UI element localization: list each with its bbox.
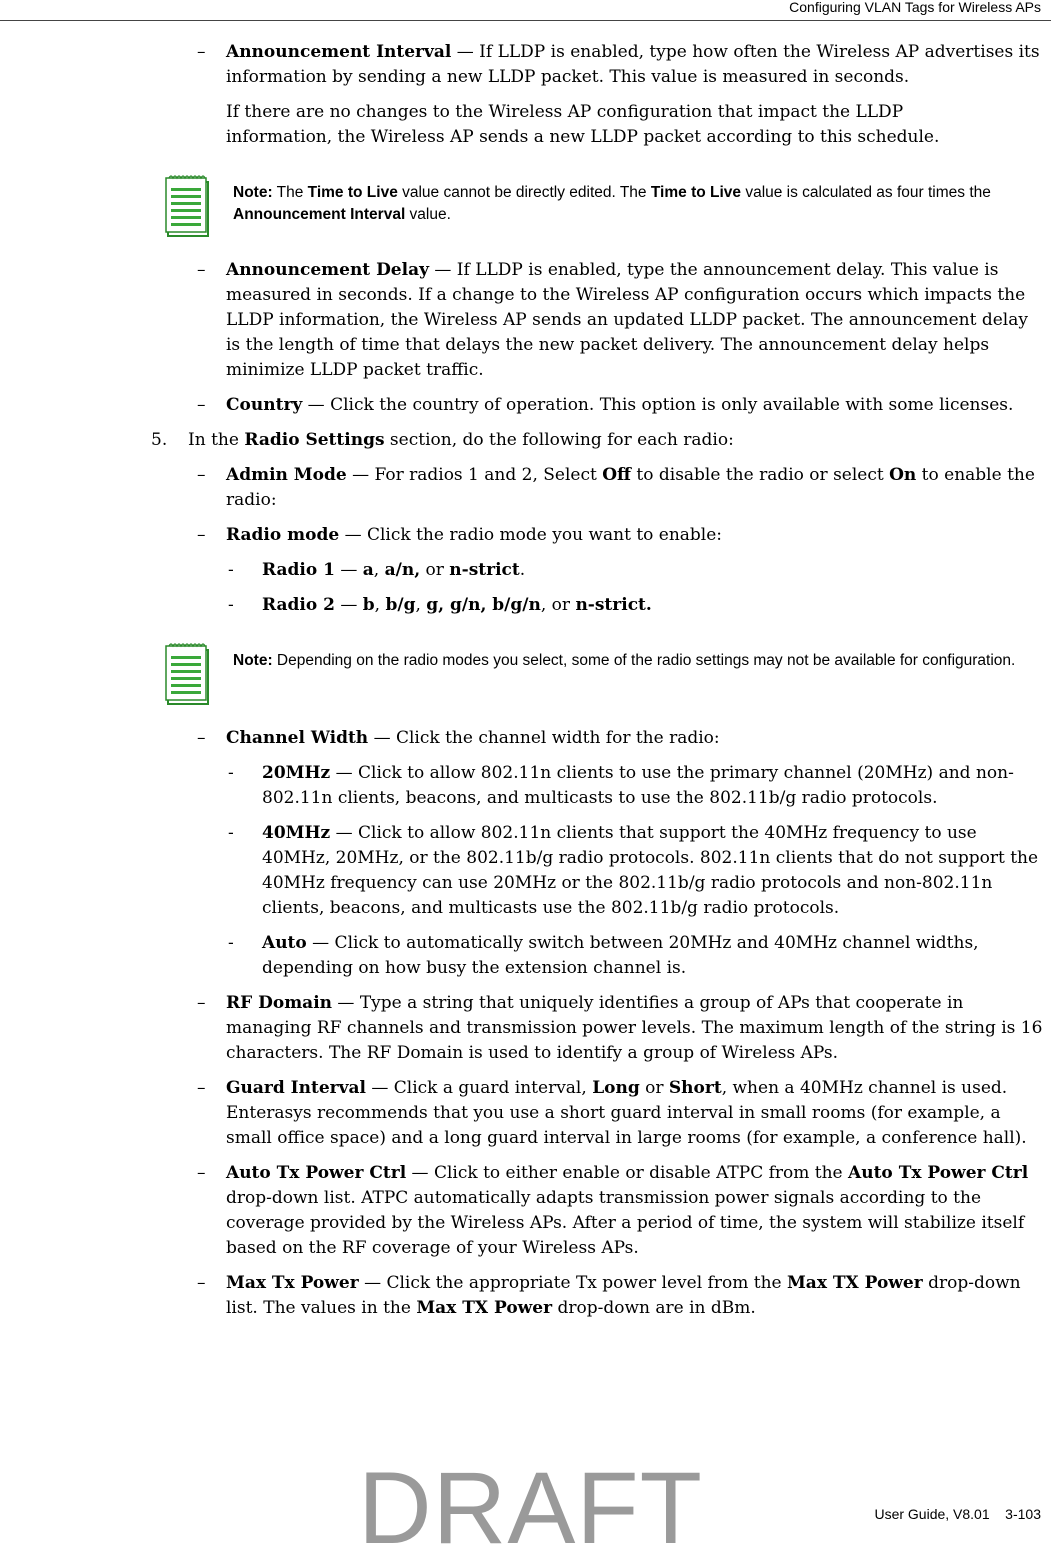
guard-interval-label: Guard Interval <box>226 1078 366 1098</box>
step-5 <box>0 428 1051 453</box>
announcement-delay-item <box>0 258 1051 383</box>
announcement-interval-label: Announcement Interval <box>226 42 452 62</box>
channel-width-text: — Click the channel width for the radio: <box>368 728 720 748</box>
rf-domain-label: RF Domain <box>226 993 333 1013</box>
note-bold-term: Announcement Interval <box>233 206 406 223</box>
channel-width-item <box>0 726 1051 751</box>
radio-1-mode: n-strict <box>449 560 520 580</box>
admin-mode-on: On <box>889 465 917 485</box>
rf-domain-text: — Type a string that uniquely identifies a group of APs that cooperate in managing RF channels and transmission power levels. The maximum length of the string is 16 characters. The RF Domain is used to identify a group of Wireless APs. <box>226 993 1043 1063</box>
admin-mode-text: to enable the radio: <box>226 465 1035 510</box>
note-bold-term: Time to Live <box>650 184 742 201</box>
radio-1-text: — <box>334 560 363 580</box>
note-text <box>233 182 1047 226</box>
country-label: Country <box>226 395 303 415</box>
radio-2-mode: n-strict. <box>575 595 652 615</box>
radio-1-text: , <box>373 560 385 580</box>
max-tx-power-text: drop-down are in dBm. <box>552 1298 756 1318</box>
announcement-delay-label: Announcement Delay <box>226 260 429 280</box>
radio-1-item <box>0 558 1051 583</box>
guard-interval-short: Short <box>668 1078 722 1098</box>
max-tx-power-text: — Click the appropriate Tx power level from the <box>358 1273 787 1293</box>
radio-mode-text: — Click the radio mode you want to enable: <box>339 525 723 545</box>
radio-2-text: , <box>374 595 386 615</box>
admin-mode-text: to disable the radio or select <box>631 465 890 485</box>
note-text <box>233 650 1047 672</box>
country-item <box>0 393 1051 418</box>
note-text-part: value cannot be directly edited. The <box>397 184 651 201</box>
channel-20mhz-item <box>0 761 1051 811</box>
channel-40mhz-text: — Click to allow 802.11n clients that support the 40MHz frequency to use 40MHz, 20MHz, or the 802.11b/g radio protocols. 802.11n clients that do not support the 40MHz frequency can use 20MHz or the 802.11b/g radio protocols and non-802.11n clients, beacons, and multicasts use the 802.11b/g radio protocols. <box>262 823 1039 918</box>
channel-40mhz-item <box>0 821 1051 921</box>
note-icon <box>165 642 211 706</box>
note-text-part: value is calculated as four times the <box>741 184 991 201</box>
radio-2-mode: b <box>362 595 375 615</box>
announcement-interval-detail: If there are no changes to the Wireless AP configuration that impact the LLDP information, the Wireless AP sends a new LLDP packet according to this schedule. <box>226 102 940 147</box>
step-text: In the <box>188 430 245 450</box>
radio-2-mode: g, g/n, b/g/n <box>426 595 541 615</box>
radio-2-text: — <box>334 595 363 615</box>
max-tx-power-term: Max TX Power <box>786 1273 923 1293</box>
admin-mode-item <box>0 463 1051 513</box>
max-tx-power-item <box>0 1271 1051 1321</box>
admin-mode-off: Off <box>602 465 631 485</box>
channel-20mhz-label: 20MHz <box>262 763 331 783</box>
radio-1-mode: a <box>362 560 374 580</box>
announcement-interval-text: — If LLDP is enabled, type how often the Wireless AP advertises its information by sending a new LLDP packet. This value is measured in seconds. <box>226 42 1040 87</box>
page-content <box>0 40 1051 1331</box>
note-bold-term: Time to Live <box>307 184 398 201</box>
draft-watermark: DRAFT <box>358 1451 703 1565</box>
max-tx-power-text: drop-down list. The values in the <box>226 1273 1021 1318</box>
guard-interval-item <box>0 1076 1051 1151</box>
note-label: Note: <box>233 652 273 669</box>
guard-interval-text: — Click a guard interval, <box>365 1078 593 1098</box>
note-label: Note: <box>233 184 273 201</box>
channel-auto-item <box>0 931 1051 981</box>
max-tx-power-term: Max TX Power <box>416 1298 553 1318</box>
channel-auto-label: Auto <box>262 933 307 953</box>
auto-tx-power-term: Auto Tx Power Ctrl <box>848 1163 1029 1183</box>
auto-tx-power-item <box>0 1161 1051 1261</box>
channel-auto-text: — Click to automatically switch between 20MHz and 40MHz channel widths, depending on how busy the extension channel is. <box>262 933 979 978</box>
channel-40mhz-label: 40MHz <box>262 823 331 843</box>
note-time-to-live <box>0 174 1051 238</box>
note-text-part: The <box>272 184 308 201</box>
radio-2-label: Radio 2 <box>262 595 335 615</box>
step-number: 5. <box>151 430 168 450</box>
max-tx-power-label: Max Tx Power <box>226 1273 359 1293</box>
note-text-part: Depending on the radio modes you select, some of the radio settings may not be available for configuration. <box>272 652 1016 669</box>
header-rule <box>0 20 1051 21</box>
radio-mode-label: Radio mode <box>226 525 340 545</box>
note-icon <box>165 174 211 238</box>
announcement-interval-item <box>0 40 1051 90</box>
rf-domain-item <box>0 991 1051 1066</box>
auto-tx-power-text: drop-down list. ATPC automatically adapts transmission power signals according to the coverage provided by the Wireless APs. After a period of time, the system will stabilize itself based on the RF coverage of your Wireless APs. <box>226 1188 1025 1258</box>
admin-mode-label: Admin Mode <box>226 465 347 485</box>
step-text: section, do the following for each radio: <box>384 430 734 450</box>
radio-1-label: Radio 1 <box>262 560 335 580</box>
country-text: — Click the country of operation. This option is only available with some licenses. <box>302 395 1014 415</box>
guard-interval-text: , when a 40MHz channel is used. Enterasys recommends that you use a short guard interval in small rooms (for example, a small office space) and a long guard interval in large rooms (for example, a conference hall). <box>226 1078 1027 1148</box>
radio-1-text: . <box>519 560 526 580</box>
radio-1-text: or <box>420 560 450 580</box>
radio-2-item <box>0 593 1051 618</box>
radio-1-mode: a/n, <box>384 560 421 580</box>
radio-2-mode: b/g <box>385 595 416 615</box>
guard-interval-text: or <box>639 1078 669 1098</box>
auto-tx-power-label: Auto Tx Power Ctrl <box>226 1163 407 1183</box>
channel-width-label: Channel Width <box>226 728 369 748</box>
note-radio-modes <box>0 642 1051 706</box>
page-footer: User Guide, V8.01 3-103 <box>874 1506 1041 1522</box>
channel-20mhz-text: — Click to allow 802.11n clients to use the primary channel (20MHz) and non-802.11n clients, beacons, and multicasts to use the 802.11b/g radio protocols. <box>262 763 1014 808</box>
radio-2-text: , <box>415 595 427 615</box>
running-header: Configuring VLAN Tags for Wireless APs <box>789 0 1041 15</box>
auto-tx-power-text: — Click to either enable or disable ATPC from the <box>406 1163 849 1183</box>
admin-mode-text: — For radios 1 and 2, Select <box>346 465 603 485</box>
announcement-delay-text: — If LLDP is enabled, type the announcement delay. This value is measured in seconds. If a change to the Wireless AP configuration occurs which impacts the LLDP information, the Wireless AP sends an updated LLDP packet. The announcement delay is the length of time that delays the new packet delivery. The announcement delay helps minimize LLDP packet traffic. <box>226 260 1028 380</box>
step-bold-term: Radio Settings <box>244 430 385 450</box>
radio-mode-item <box>0 523 1051 548</box>
guard-interval-long: Long <box>592 1078 640 1098</box>
note-text-part: value. <box>405 206 451 223</box>
radio-2-text: , or <box>540 595 576 615</box>
